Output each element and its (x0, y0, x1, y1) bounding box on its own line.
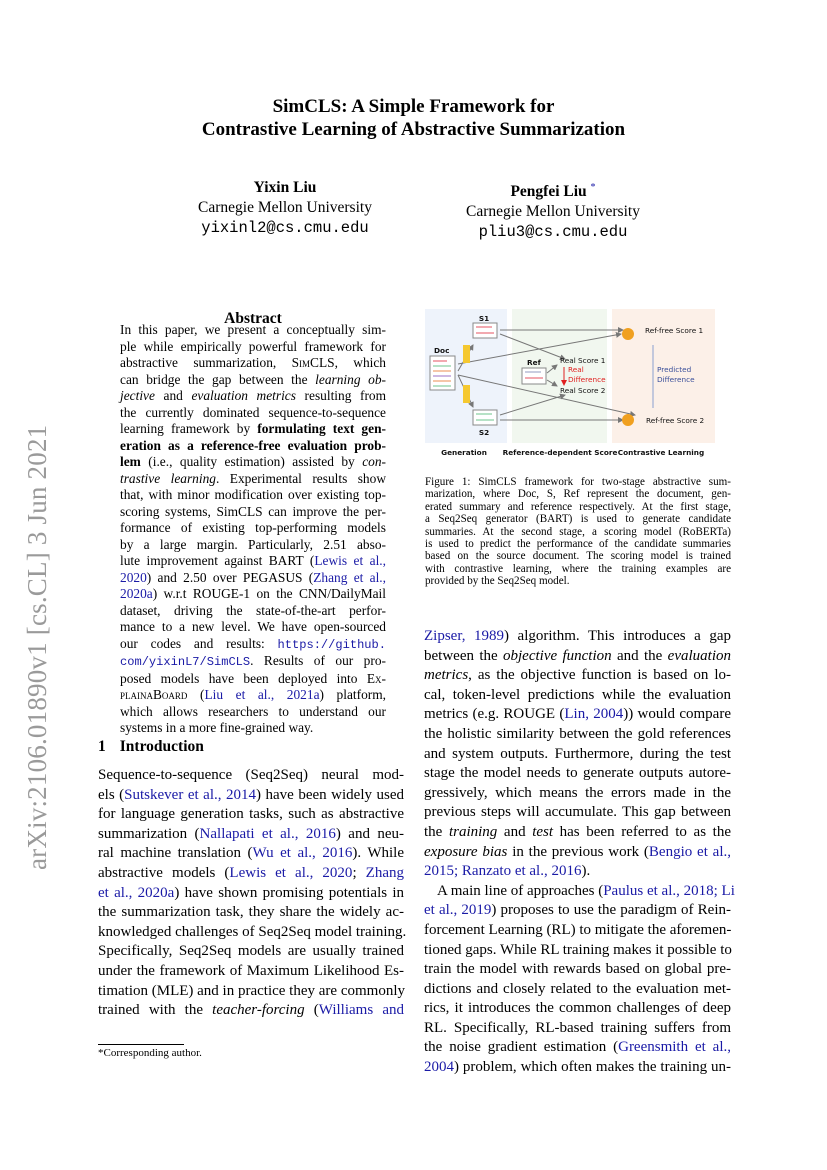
text-line (120, 487, 386, 504)
text-segment: learning framework by (120, 421, 258, 436)
text-segment: ) have shown promising potentials in (174, 884, 405, 901)
text-line (120, 636, 386, 654)
text-segment: metrics (e.g. ROUGE ( (424, 706, 565, 723)
text-segment: dataset, driving the state-of-the-art perfor- (120, 602, 386, 618)
text-segment: by a large margin. Particularly, 2.51 abso- (120, 536, 386, 552)
text-line (120, 720, 386, 737)
text-segment: a Seq2Seq generator (BART) is used to generate candidate (425, 513, 731, 526)
text-segment: ) and 2.50 over PEGASUS ( (146, 569, 314, 585)
text-segment: exposure bias (424, 843, 508, 860)
text-line (424, 686, 731, 706)
arxiv-stamp: arXiv:2106.01890v1 [cs.CL] 3 Jun 2021 (22, 424, 52, 870)
right-column-body (424, 627, 735, 1078)
citation-link[interactable]: Bengio et al., (648, 843, 731, 860)
text-line (424, 960, 731, 980)
text-segment: the holistic similarity between the gold references (424, 725, 731, 742)
text-segment: and (154, 388, 192, 403)
text-segment: systems in a more fine-grained way. (120, 720, 314, 735)
text-segment: based on the source document. The scoring model is trained (425, 550, 731, 563)
text-segment: metrics (424, 667, 469, 684)
text-segment: ( (304, 1002, 319, 1019)
doc-label: Doc (434, 346, 450, 355)
text-line (120, 586, 386, 603)
text-line (120, 553, 386, 570)
text-line (424, 823, 731, 843)
summary-s1-icon (473, 323, 497, 338)
text-line (120, 520, 386, 537)
citation-link[interactable]: Paulus et al., 2018; Li (603, 882, 735, 899)
text-segment: eration as a reference-free evaluation prob- (120, 437, 386, 453)
author-1 (150, 178, 420, 238)
introduction-body (98, 766, 407, 1021)
text-segment: ). While (352, 845, 404, 862)
panel-label-generation: Generation (441, 448, 487, 457)
text-segment: training (448, 823, 498, 840)
text-segment: learning ob- (315, 371, 386, 387)
text-line (424, 980, 731, 1000)
text-segment: ) have been widely used (256, 786, 404, 803)
text-line (425, 575, 731, 587)
text-line (424, 862, 731, 882)
text-line (424, 745, 731, 765)
text-line (425, 563, 731, 575)
text-segment: the noise gradient estimation ( (424, 1039, 619, 1056)
text-line (425, 501, 731, 513)
text-line (424, 1058, 731, 1078)
text-segment: train the model with rewards based on global pre- (424, 961, 731, 978)
real-score-1: Real Score 1 (560, 356, 606, 365)
s2-label: S2 (478, 428, 490, 437)
text-line (120, 671, 386, 688)
text-segment: the summarization task, they share the widely ac- (98, 904, 404, 921)
citation-link[interactable]: https://github. (277, 637, 386, 652)
text-line (98, 805, 404, 825)
citation-link[interactable]: 2015; Ranzato et al., 2016 (424, 863, 582, 880)
text-line (424, 941, 731, 961)
text-line (120, 619, 386, 636)
text-segment: In this paper, we present a conceptually sim- (120, 322, 386, 337)
text-segment: plainaBoard (120, 687, 188, 702)
author-2 (418, 178, 688, 242)
text-segment: forcement Learning (RL) to mitigate the aforemen- (424, 921, 732, 938)
text-segment: formulating text gen- (257, 421, 386, 436)
text-segment: RL. Specifically, RL-based training suffers from (424, 1019, 731, 1036)
text-line (98, 844, 404, 864)
text-segment: the (424, 823, 449, 840)
citation-link[interactable]: Zhang et al., (313, 569, 386, 585)
citation-link[interactable]: Sutskever et al., 2014 (124, 786, 257, 803)
text-segment: ) proposes to use the paradigm of Rein- (491, 902, 731, 919)
text-segment: Figure 1: SimCLS framework for two-stage abstractive sum- (425, 476, 731, 488)
text-segment: ( (187, 687, 205, 702)
text-line (120, 405, 386, 422)
footnote-mark[interactable]: * (590, 182, 596, 193)
text-segment: between the (424, 647, 503, 664)
text-line (120, 504, 386, 521)
text-segment: in the previous work ( (507, 843, 649, 860)
text-segment: for language generation tasks, such as abstractive (98, 806, 404, 823)
text-segment: marization, where Doc, S, Ref represent the document, gen- (425, 488, 731, 501)
text-line (424, 666, 731, 686)
text-line (424, 725, 731, 745)
text-line (424, 705, 731, 725)
footnote-rule (98, 1044, 184, 1045)
text-segment: trained with the (98, 1002, 213, 1019)
text-segment: previous steps will accumulate. This gap between (424, 804, 731, 821)
text-segment: ) platform, (319, 687, 386, 702)
text-segment: ; (352, 864, 366, 881)
text-segment: with contrastive learning, where the training examples are (425, 562, 731, 575)
text-segment: ral machine translation ( (98, 845, 253, 862)
text-line (98, 766, 404, 786)
real-difference-line2: Difference (568, 375, 606, 384)
citation-link[interactable]: et al., 2019 (424, 902, 492, 919)
citation-link[interactable]: Zhang (365, 864, 404, 881)
author-affiliation: Carnegie Mellon University (466, 203, 640, 221)
section-heading-introduction (98, 738, 204, 756)
ref-free-score-1: Ref-free Score 1 (645, 326, 704, 335)
text-line (98, 864, 404, 884)
section-title: Introduction (119, 738, 204, 755)
text-segment: Ex- (366, 670, 386, 686)
reference-icon (522, 368, 546, 384)
text-segment: Specifically, Seq2Seq models are usually trained (98, 943, 404, 960)
text-line (424, 647, 731, 667)
text-segment: and system outputs. Furthermore, during the test (424, 745, 731, 762)
text-segment: ) problem, which often makes the training un- (454, 1059, 731, 1076)
text-segment: provided by the Seq2Seq model. (425, 575, 570, 588)
text-line (98, 962, 404, 982)
text-line (98, 884, 404, 904)
title-line-2: Contrastive Learning of Abstractive Summarization (201, 119, 626, 140)
summary-s2-icon (473, 410, 497, 425)
text-segment: lute improvement against BART ( (120, 553, 315, 568)
citation-link[interactable]: Nallapati et al., 2016 (199, 825, 336, 842)
text-segment: Sequence-to-sequence (Seq2Seq) neural mod- (98, 767, 404, 783)
citation-link[interactable]: Lewis et al., 2020 (229, 864, 353, 881)
text-line (98, 1001, 404, 1021)
ref-label: Ref (527, 358, 541, 367)
citation-link[interactable]: Liu et al., 2021a (204, 687, 320, 702)
text-line (120, 339, 386, 356)
text-line (120, 372, 386, 389)
citation-link[interactable]: 2020 (120, 569, 147, 585)
author-name: Pengfei Liu (510, 183, 587, 201)
text-line (98, 923, 407, 943)
text-segment: ) w.r.t ROUGE-1 on the CNN/DailyMail (152, 586, 386, 601)
text-line (98, 982, 404, 1002)
text-segment: gressively, which means the errors made in the (424, 784, 731, 801)
citation-link[interactable]: 2004 (424, 1059, 454, 1076)
text-segment: teacher-forcing (212, 1002, 305, 1019)
text-segment: , as the objective function is based on lo- (468, 667, 731, 684)
text-segment: els ( (98, 786, 125, 803)
text-segment: under the framework of Maximum Likelihood Es- (98, 962, 404, 979)
citation-link[interactable]: Williams and (318, 1002, 404, 1019)
predicted-difference-line1: Predicted (657, 365, 692, 374)
real-difference-line1: Real (568, 365, 584, 374)
text-segment: resulting from (295, 388, 387, 403)
text-segment: evaluation metrics (191, 388, 296, 403)
text-line (98, 942, 404, 962)
text-segment: that, with minor modification over existing top- (120, 487, 386, 502)
text-segment: is used to predict the performance of the candidate summaries (425, 538, 731, 551)
citation-link[interactable]: Greensmith et al., (618, 1039, 731, 1056)
predicted-difference-line2: Difference (657, 375, 695, 384)
text-segment: timation (MLE) and in practice they are commonly (98, 982, 405, 999)
text-line (424, 999, 731, 1019)
text-line (120, 438, 386, 455)
figure-caption (425, 476, 731, 588)
text-line (120, 687, 386, 704)
text-line (424, 784, 731, 804)
text-segment: evaluation (667, 647, 731, 664)
text-segment: . Experimental results show (215, 470, 386, 486)
text-line (98, 786, 404, 806)
section-number: 1 (98, 738, 106, 755)
text-line (120, 355, 386, 372)
text-line (424, 1019, 731, 1039)
text-segment: A main line of approaches ( (437, 882, 604, 899)
text-line (425, 550, 731, 562)
s1-label: S1 (478, 314, 490, 323)
text-segment: formance of existing top-performing models (120, 520, 386, 535)
text-line (424, 901, 731, 921)
ref-free-score-2: Ref-free Score 2 (646, 416, 705, 425)
doc-icon (430, 356, 455, 390)
citation-link[interactable]: Lewis et al., (314, 553, 386, 568)
text-segment: lem (120, 454, 141, 469)
text-line (424, 803, 731, 823)
paper-title (0, 95, 827, 141)
abstract-body (120, 322, 386, 737)
text-segment: ple while empirically powerful framework for (120, 338, 386, 354)
text-segment: cal, token-level predictions while the evaluation (424, 686, 731, 703)
text-segment: has been referred to as the (553, 823, 731, 840)
text-segment: (i.e., quality estimation) assisted by (140, 454, 363, 469)
text-line (120, 537, 386, 554)
text-segment: , which (334, 355, 386, 370)
text-line (120, 570, 386, 587)
text-segment: can bridge the gap between the (120, 371, 316, 387)
text-segment: summarization ( (98, 825, 200, 842)
citation-link[interactable]: Zipser, 1989 (424, 628, 505, 644)
text-line (424, 1038, 731, 1058)
text-segment: which allows researchers to understand our (120, 703, 386, 719)
text-segment: summaries. At the second stage, a scoring model (RoBERTa) (425, 525, 731, 538)
footnote: *Corresponding author. (98, 1047, 202, 1059)
panel-label-contrastive: Contrastive Learning (617, 448, 705, 457)
text-segment: erated summary and reference respectively. At the first stage, (425, 500, 731, 513)
text-line (425, 513, 731, 525)
text-segment: test (532, 823, 554, 840)
text-segment: jective (120, 388, 155, 403)
text-line (120, 603, 386, 620)
text-line (120, 653, 386, 671)
text-segment: ) and neu- (335, 825, 404, 842)
figure-1 (425, 305, 720, 460)
text-line (425, 526, 731, 538)
text-line (120, 454, 386, 471)
text-segment: and the (611, 647, 668, 664)
text-line (424, 627, 731, 647)
citation-link[interactable]: Lin, 2004 (564, 706, 624, 723)
text-line (120, 704, 386, 721)
text-line (425, 476, 731, 488)
text-segment: dictions and closely related to the evaluation met- (424, 980, 731, 997)
text-segment: trastive learning (120, 470, 216, 486)
text-segment: stage the model needs to generate outputs autore- (424, 765, 731, 782)
text-segment: abstractive models ( (98, 864, 230, 881)
text-segment: abstractive summarization, (120, 355, 292, 370)
text-segment: rics, it introduces the common challenges of deep (424, 1000, 731, 1017)
text-line (120, 388, 386, 405)
text-segment: ). (581, 863, 591, 880)
text-line (424, 843, 731, 863)
real-score-2: Real Score 2 (560, 386, 606, 395)
text-segment: knowledged challenges of Seq2Seq model training. (98, 923, 407, 940)
text-segment: the currently dominated sequence-to-sequence (120, 404, 386, 420)
citation-link[interactable]: et al., 2020a (98, 884, 175, 901)
author-affiliation: Carnegie Mellon University (198, 199, 372, 216)
author-email: pliu3@cs.cmu.edu (478, 223, 628, 242)
author-name: Yixin Liu (253, 179, 317, 196)
text-segment: and (497, 823, 533, 840)
text-line (98, 825, 404, 845)
text-line (120, 421, 386, 438)
text-segment: mance to a new level. We have open-sourced (120, 619, 386, 634)
text-line (424, 882, 735, 902)
text-segment: ) algorithm. This introduces a gap (504, 628, 731, 644)
text-line (425, 538, 731, 550)
text-segment: posed models have been deployed into (120, 670, 367, 686)
title-line-1: SimCLS: A Simple Framework for (272, 96, 555, 117)
text-segment: . Results of our pro- (250, 653, 386, 668)
text-line (424, 764, 731, 784)
author-email: yixinl2@cs.cmu.edu (201, 219, 369, 237)
text-line (120, 322, 386, 339)
text-segment: scoring systems, SimCLS can improve the per- (120, 503, 386, 519)
text-segment: tioned gaps. While RL training makes it possible to (424, 941, 732, 958)
citation-link[interactable]: com/yixinL7/SimCLS (120, 655, 251, 669)
panel-label-reference: Reference-dependent Score (502, 448, 618, 457)
text-line (120, 471, 386, 488)
abstract-heading: Abstract (224, 310, 282, 327)
citation-link[interactable]: 2020a (120, 586, 153, 601)
text-segment: con- (362, 454, 386, 469)
text-segment: objective function (503, 647, 612, 664)
citation-link[interactable]: Wu et al., 2016 (252, 845, 353, 862)
text-segment: )) would compare (623, 706, 731, 723)
text-line (424, 921, 731, 941)
text-line (98, 903, 404, 923)
text-segment: our codes and results: (120, 635, 278, 651)
text-line (425, 488, 731, 500)
text-segment: SimCLS (291, 355, 335, 370)
